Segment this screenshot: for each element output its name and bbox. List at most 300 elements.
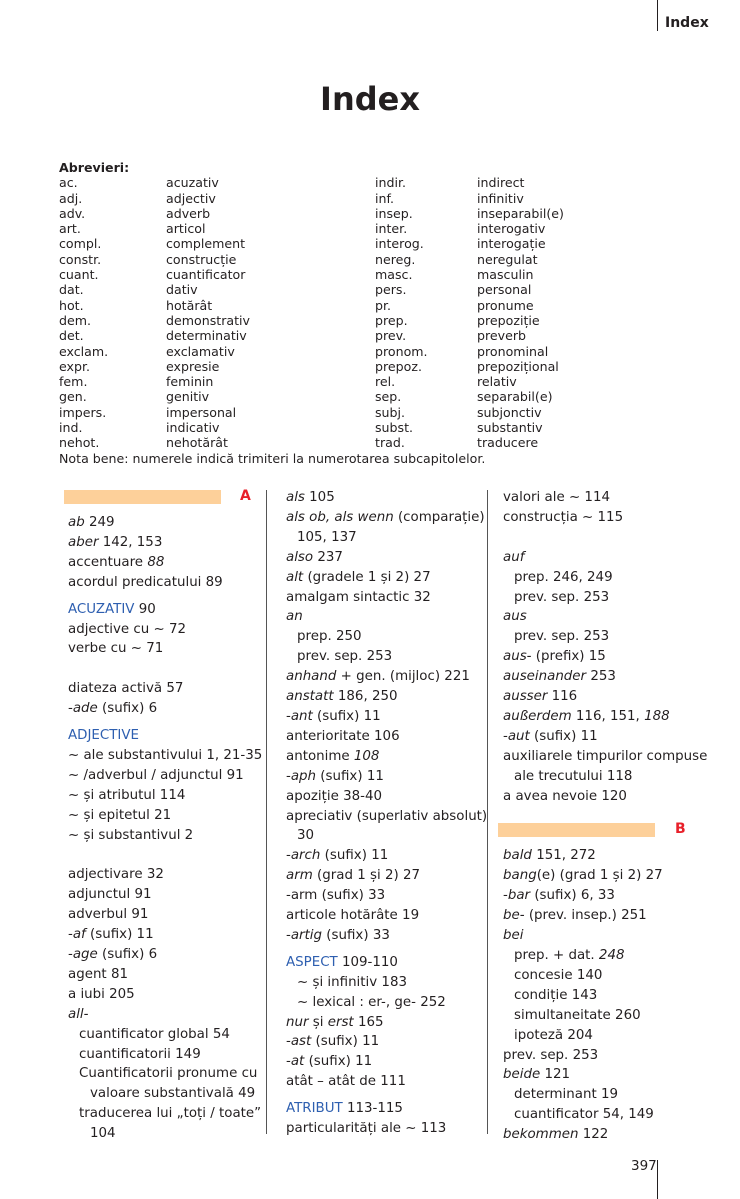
abbreviation-meaning: hotărât <box>166 297 213 313</box>
entry-text: particularități ale ~ 113 <box>286 1121 447 1137</box>
index-entry <box>64 925 259 945</box>
entry-text: adjective cu ~ 72 <box>68 621 187 637</box>
index-entry <box>286 1119 481 1139</box>
running-head-rule <box>657 0 658 31</box>
abbreviation: gen. <box>59 389 87 405</box>
entry-text: traducerea lui „toți / toate” <box>79 1106 262 1122</box>
entry-text: concesie 140 <box>514 967 603 983</box>
index-entry <box>498 1125 698 1145</box>
entry-text: apreciativ (superlativ absolut) <box>286 808 488 824</box>
entry-term: bar <box>507 888 531 904</box>
letter-label: A <box>240 488 251 504</box>
entry-text: simultaneitate 260 <box>514 1007 641 1023</box>
entry-text: cuantificatorii 149 <box>79 1046 201 1062</box>
entry-text: + gen. (mijloc) 221 <box>336 669 470 685</box>
entry-text: prep. 250 <box>297 629 362 645</box>
abbreviation: adj. <box>59 190 83 206</box>
entry-text: - <box>286 708 291 724</box>
abbreviation-meaning: nehotărât <box>166 435 228 451</box>
entry-text: - <box>286 768 291 784</box>
abbreviation-meaning: indirect <box>477 175 525 191</box>
entry-text: - <box>286 1034 291 1050</box>
entry-term: 248 <box>598 948 625 964</box>
index-entry <box>64 865 259 885</box>
abbreviation-meaning: interogație <box>477 236 546 252</box>
entry-term: außerdem <box>503 708 572 724</box>
abbreviation-meaning: masculin <box>477 267 534 283</box>
abbreviation: det. <box>59 328 84 344</box>
entry-text: 151, 272 <box>531 848 596 864</box>
entry-text: (comparație) <box>393 509 485 525</box>
entry-text: condiție 143 <box>514 987 598 1003</box>
entry-text: accentuare <box>68 554 148 570</box>
abbr-col-long-right <box>477 175 564 450</box>
entry-term: ab <box>68 515 85 530</box>
abbreviation: prepoz. <box>375 358 422 374</box>
entry-text: Cuantificatorii pronume cu <box>79 1066 258 1082</box>
entry-term: alt <box>286 569 304 585</box>
index-entry <box>498 727 698 747</box>
index-entry <box>64 1124 259 1144</box>
entry-term: ant <box>290 708 313 724</box>
entry-text: - <box>286 927 291 943</box>
index-entry <box>286 926 481 946</box>
abbreviation: adv. <box>59 205 86 221</box>
entry-term: anstatt <box>286 689 334 705</box>
index-entry <box>498 1105 698 1125</box>
abbreviation: prev. <box>375 328 407 344</box>
index-entry <box>64 1084 259 1104</box>
abbreviation: ac. <box>59 175 78 191</box>
entry-text: (prefix) 15 <box>531 649 606 665</box>
abbreviation-meaning: adjectiv <box>166 190 216 206</box>
index-entry <box>286 826 481 846</box>
index-entry <box>498 747 708 767</box>
index-entry <box>498 866 698 886</box>
entry-term: bei <box>503 928 524 944</box>
page-title: Index <box>320 80 420 118</box>
entry-text: adjunctul 91 <box>68 887 152 903</box>
entry-text: diateza activă 57 <box>68 681 184 697</box>
index-entry <box>286 1072 481 1092</box>
running-head: Index <box>665 15 709 31</box>
index-entry <box>286 508 485 528</box>
index-entry <box>286 667 481 687</box>
page-number-rule <box>657 1160 658 1199</box>
entry-term: ade <box>72 701 98 717</box>
spacer <box>498 528 698 548</box>
index-entry <box>64 885 259 905</box>
abbreviation: subst. <box>375 420 414 436</box>
entry-term: erst <box>327 1014 354 1030</box>
entry-text: (sufix) 11 <box>311 1034 380 1050</box>
abbreviation-meaning: subjonctiv <box>477 404 542 420</box>
entry-term: aut <box>507 728 530 744</box>
entry-text: prev. sep. 253 <box>503 1047 599 1063</box>
entry-text: (e) (grad 1 și 2) 27 <box>536 868 663 884</box>
entry-text: prev. sep. 253 <box>514 589 610 605</box>
entry-text: prep. + dat. <box>514 948 599 964</box>
entry-term: ausser <box>503 689 548 705</box>
entry-text: 116, 151, <box>571 708 645 724</box>
entry-term: aus- <box>503 649 532 665</box>
entry-text: verbe cu ~ 71 <box>68 641 164 657</box>
entry-text: 30 <box>297 828 315 844</box>
entry-text: - <box>286 848 291 864</box>
entry-text: anterioritate 106 <box>286 728 400 744</box>
entry-text: articole hotărâte 19 <box>286 908 420 924</box>
entry-term: auf <box>503 549 525 565</box>
entry-text: 237 <box>313 549 343 565</box>
index-entry <box>286 973 481 993</box>
abbreviation: inf. <box>375 190 395 206</box>
index-entry <box>286 647 481 667</box>
entry-text: ~ și epitetul 21 <box>68 807 172 823</box>
entry-text: și <box>308 1014 328 1030</box>
index-entry <box>286 807 488 827</box>
entry-term: arm <box>286 868 313 884</box>
entry-text: agent 81 <box>68 966 128 982</box>
entry-term: aus <box>503 609 527 625</box>
abbreviation: indir. <box>375 175 406 191</box>
index-entry <box>64 1005 259 1025</box>
entry-term: 108 <box>353 748 380 764</box>
index-entry <box>286 866 481 886</box>
index-entry <box>498 886 698 906</box>
index-section-heading <box>64 726 259 746</box>
abbreviation-meaning: determinativ <box>166 328 247 344</box>
entry-text: cuantificator 54, 149 <box>514 1107 654 1123</box>
abbreviation-meaning: complement <box>166 236 246 252</box>
index-entry <box>498 906 698 926</box>
abbreviation-meaning: separabil(e) <box>477 389 553 405</box>
spacer <box>64 659 259 679</box>
entry-text: -arm (sufix) 33 <box>286 888 386 904</box>
index-entry <box>498 588 698 608</box>
index-entry <box>498 627 698 647</box>
entry-term: af <box>72 927 86 943</box>
entry-text: ACUZATIV <box>68 601 135 617</box>
entry-text: 142, 153 <box>98 534 163 550</box>
index-entry <box>64 985 259 1005</box>
entry-text: 165 <box>353 1014 384 1030</box>
abbreviation-meaning: dativ <box>166 282 198 298</box>
abbreviation-meaning: preverb <box>477 328 527 344</box>
index-entry <box>498 488 698 508</box>
entry-text: construcția ~ 115 <box>503 509 624 525</box>
index-entry <box>64 1045 259 1065</box>
abbreviation-meaning: inseparabil(e) <box>477 205 564 221</box>
entry-text: (sufix) 11 <box>312 708 381 724</box>
letter-header <box>498 821 698 846</box>
index-entry <box>498 667 698 687</box>
abbreviation-meaning: prepozițional <box>477 358 559 374</box>
entry-text: atât – atât de 111 <box>286 1074 406 1090</box>
entry-text: (sufix) 11 <box>316 768 384 784</box>
entry-term: aph <box>290 768 317 784</box>
index-entry <box>64 620 259 640</box>
index-entry <box>64 746 263 766</box>
spacer <box>64 845 259 865</box>
entry-term: bekommen <box>503 1127 579 1143</box>
entry-term: auseinander <box>503 669 587 685</box>
abbreviation: pronom. <box>375 343 428 359</box>
entry-text: auxiliarele timpurilor compuse <box>503 748 708 764</box>
entry-term: an <box>286 609 303 625</box>
abbreviation-meaning: indicativ <box>166 420 220 436</box>
entry-text: (sufix) 33 <box>322 927 390 943</box>
index-entry <box>286 993 481 1013</box>
abbreviations-table <box>59 175 564 451</box>
entry-term: beide <box>503 1067 541 1083</box>
abbreviation: ind. <box>59 420 83 436</box>
abbreviation: prep. <box>375 312 408 328</box>
index-entry <box>498 1006 698 1026</box>
entry-text: ~ lexical : er-, ge- 252 <box>297 994 446 1010</box>
entry-text: 90 <box>134 601 156 617</box>
abbr-col-long-left <box>166 175 250 450</box>
index-entry <box>498 846 698 866</box>
abbreviation: nereg. <box>375 251 416 267</box>
entry-text: ~ /adverbul / adjunctul 91 <box>68 767 244 783</box>
abbreviation-meaning: cuantificator <box>166 267 246 283</box>
entry-text: 186, 250 <box>333 689 398 705</box>
index-entry <box>498 787 698 807</box>
index-entry <box>498 707 698 727</box>
index-entry <box>286 846 481 866</box>
index-entry <box>498 966 698 986</box>
index-entry <box>286 488 481 508</box>
entry-text: 253 <box>586 669 616 685</box>
entry-text: (prev. insep.) 251 <box>524 908 647 924</box>
entry-text: ~ ale substantivului 1, 21-35 <box>68 747 263 763</box>
entry-term: all- <box>68 1006 89 1022</box>
entry-term: anhand <box>286 669 337 685</box>
index-entry <box>498 568 698 588</box>
abbreviation: art. <box>59 221 81 237</box>
abbreviation-meaning: adverb <box>166 205 211 221</box>
abbreviation-meaning: demonstrativ <box>166 312 250 328</box>
index-entry <box>286 1013 481 1033</box>
entry-text: 105, 137 <box>297 529 357 545</box>
index-column-3 <box>498 488 708 1145</box>
abbreviation-meaning: feminin <box>166 374 214 390</box>
index-entry <box>498 687 698 707</box>
abbreviation-meaning: prepoziție <box>477 312 540 328</box>
entry-text: prep. 246, 249 <box>514 569 613 585</box>
index-entry <box>64 1104 262 1124</box>
abbreviation-meaning: construcție <box>166 251 237 267</box>
index-entry <box>498 986 698 1006</box>
abbreviation: trad. <box>375 435 405 451</box>
abbr-col-short-right <box>375 175 428 450</box>
page-number: 397 <box>631 1158 657 1174</box>
entry-text: valori ale ~ 114 <box>503 490 610 505</box>
entry-text: ipoteză 204 <box>514 1027 593 1043</box>
abbreviation: constr. <box>59 251 102 267</box>
abbreviation: cuant. <box>59 267 99 283</box>
index-entry <box>64 639 259 659</box>
entry-text: - <box>503 728 508 744</box>
index-entry <box>64 1064 259 1084</box>
index-entry <box>498 1085 698 1105</box>
abbreviation-meaning: traducere <box>477 435 539 451</box>
entry-term: bald <box>503 848 532 864</box>
abbreviation: pr. <box>375 297 392 313</box>
abbreviation: subj. <box>375 404 406 420</box>
abbreviation: compl. <box>59 236 102 252</box>
index-entry <box>498 767 698 787</box>
index-section-heading <box>286 1099 481 1119</box>
entry-term: bang <box>503 868 537 884</box>
entry-text: (sufix) 11 <box>85 927 154 943</box>
abbreviation: impers. <box>59 404 107 420</box>
entry-text: (sufix) 6 <box>97 701 158 717</box>
index-entry <box>286 607 481 627</box>
entry-text: prev. sep. 253 <box>297 649 393 665</box>
entry-text: prev. sep. 253 <box>514 629 610 645</box>
abbreviations-heading: Abrevieri: <box>59 160 130 175</box>
entry-term: be- <box>503 908 525 924</box>
abbreviation: sep. <box>375 389 402 405</box>
index-entry <box>64 573 259 593</box>
entry-text: (sufix) 11 <box>304 1054 373 1070</box>
abbreviation: rel. <box>375 374 396 390</box>
entry-text: (sufix) 11 <box>529 728 598 744</box>
index-entry <box>64 786 259 806</box>
abbreviation-meaning: personal <box>477 282 532 298</box>
index-entry <box>64 945 259 965</box>
entry-text: (sufix) 6 <box>97 947 158 962</box>
abbreviation: masc. <box>375 267 413 283</box>
letter-header <box>64 488 259 513</box>
entry-term: nur <box>286 1014 309 1030</box>
index-entry <box>286 747 481 767</box>
abbreviation-meaning: pronominal <box>477 343 549 359</box>
index-entry <box>64 965 259 985</box>
index-entry <box>498 946 698 966</box>
index-entry <box>286 767 481 787</box>
abbreviation: hot. <box>59 297 84 313</box>
entry-text: ale trecutului 118 <box>514 768 633 784</box>
index-entry <box>498 926 698 946</box>
index-section-heading <box>64 600 259 620</box>
index-entry <box>64 826 259 846</box>
abbreviation: dem. <box>59 312 92 328</box>
entry-text: ATRIBUT <box>286 1101 343 1117</box>
entry-text: 122 <box>578 1127 609 1143</box>
entry-text: (gradele 1 și 2) 27 <box>303 569 431 585</box>
entry-text: ASPECT <box>286 954 338 970</box>
entry-text: a avea nevoie 120 <box>503 788 627 804</box>
letter-label: B <box>675 821 686 838</box>
abbreviation: insep. <box>375 205 413 221</box>
abbreviation: interog. <box>375 236 424 252</box>
entry-text: - <box>286 1054 291 1070</box>
abbreviation: dat. <box>59 282 84 298</box>
entry-text: (grad 1 și 2) 27 <box>312 868 420 884</box>
index-entry <box>286 687 481 707</box>
entry-text: ~ și atributul 114 <box>68 787 186 803</box>
index-entry <box>64 533 259 553</box>
entry-text: 121 <box>540 1067 571 1083</box>
index-entry <box>286 588 481 608</box>
index-entry <box>286 528 481 548</box>
abbreviation: fem. <box>59 374 88 390</box>
index-entry <box>286 568 481 588</box>
abbreviations-section <box>59 160 564 467</box>
abbreviation: pers. <box>375 282 407 298</box>
entry-term: ast <box>290 1034 312 1050</box>
index-entry <box>286 886 481 906</box>
entry-term: at <box>290 1054 305 1070</box>
abbreviation: nehot. <box>59 435 100 451</box>
entry-term: als ob, als wenn <box>286 509 394 525</box>
entry-text: ADJECTIVE <box>68 728 139 744</box>
index-entry <box>286 627 481 647</box>
index-entry <box>64 553 259 573</box>
index-entry <box>498 1026 698 1046</box>
index-entry <box>64 905 259 925</box>
entry-term: also <box>286 549 314 565</box>
abbreviation-meaning: interogativ <box>477 221 546 237</box>
index-entry <box>286 906 481 926</box>
abbreviation-meaning: impersonal <box>166 404 237 420</box>
entry-text: ~ și substantivul 2 <box>68 827 194 843</box>
index-section-heading <box>286 953 481 973</box>
entry-text: 113-115 <box>342 1101 403 1117</box>
abbreviation-meaning: acuzativ <box>166 175 219 191</box>
entry-text: valoare substantivală 49 <box>90 1086 256 1102</box>
entry-text: 249 <box>84 515 115 530</box>
abbreviation-meaning: genitiv <box>166 389 210 405</box>
index-entry <box>286 727 481 747</box>
entry-term: age <box>72 947 98 962</box>
entry-text: 116 <box>547 689 578 705</box>
entry-text: determinant 19 <box>514 1087 618 1103</box>
index-entry <box>498 607 698 627</box>
index-entry <box>286 707 481 727</box>
index-entry <box>64 513 259 533</box>
index-entry <box>64 806 259 826</box>
abbreviation-meaning: articol <box>166 221 206 237</box>
index-entry <box>64 699 259 719</box>
entry-text: - <box>68 701 73 717</box>
index-entry <box>498 1065 698 1085</box>
entry-text: amalgam sintactic 32 <box>286 589 431 605</box>
column-divider <box>266 490 267 1134</box>
index-entry <box>286 1032 481 1052</box>
index-entry <box>498 1046 698 1066</box>
index-column-1 <box>64 488 263 1144</box>
abbreviation: inter. <box>375 221 408 237</box>
abbreviation-meaning: expresie <box>166 358 220 374</box>
entry-text: 109-110 <box>337 954 398 970</box>
entry-term: als <box>286 490 305 505</box>
entry-text: ~ și infinitiv 183 <box>297 974 407 990</box>
letter-bar <box>498 823 655 837</box>
entry-text: (sufix) 6, 33 <box>530 888 615 904</box>
index-entry <box>286 548 481 568</box>
index-entry <box>498 508 698 528</box>
index-entry <box>64 679 259 699</box>
entry-text: adjectivare 32 <box>68 867 164 883</box>
column-divider <box>487 490 488 1134</box>
entry-term: arch <box>290 848 321 864</box>
abbreviation-meaning: relativ <box>477 374 517 390</box>
index-entry <box>286 787 481 807</box>
abbreviation: expr. <box>59 358 90 374</box>
